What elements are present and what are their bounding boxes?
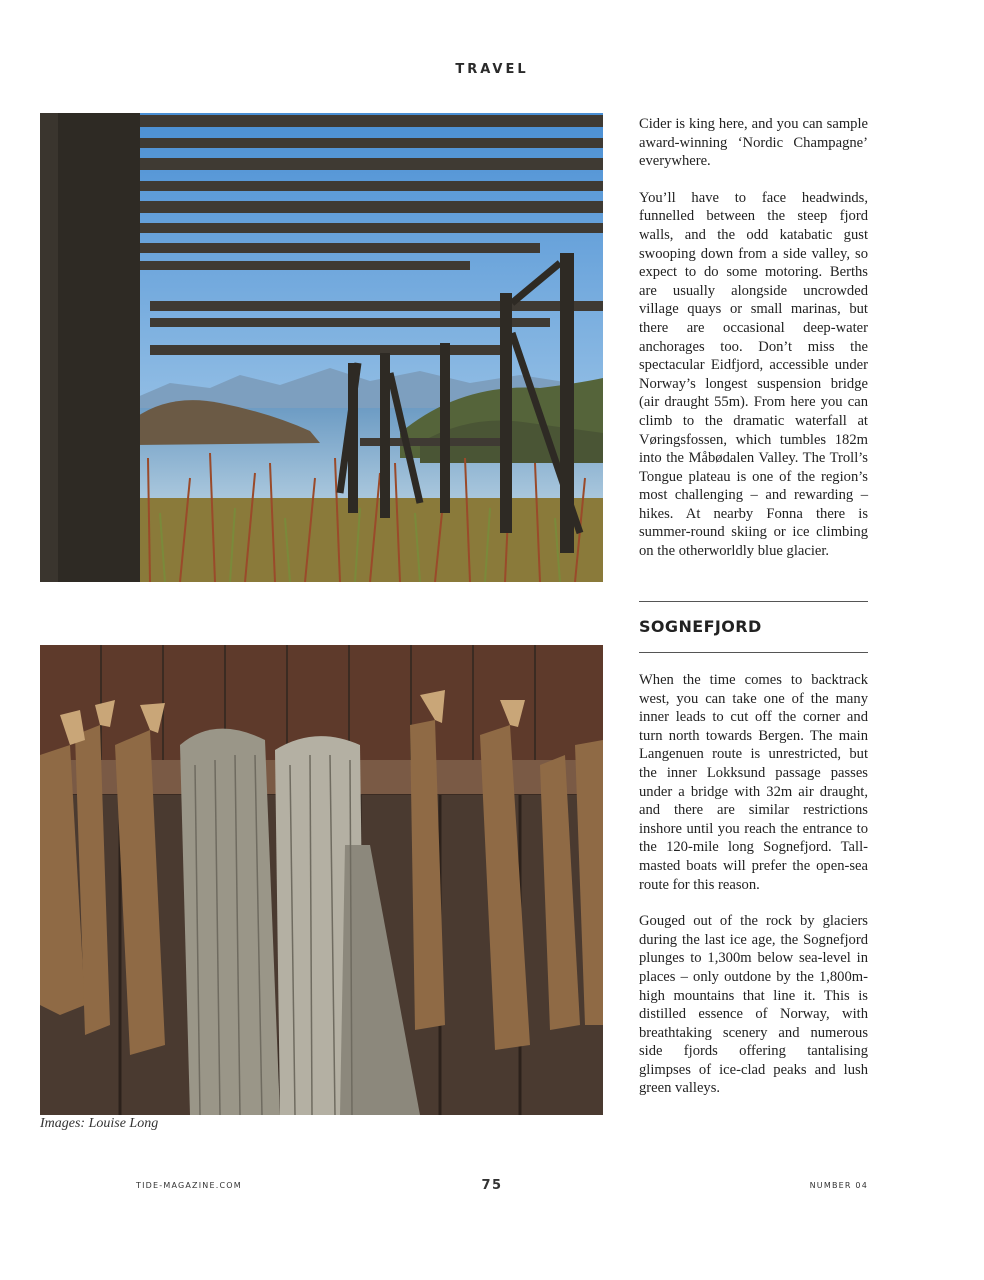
paragraph: You’ll have to face headwinds, funnelled between the steep fjord walls, and the odd katabatic gust swooping down from a side valley, so expect to do some motoring. Berths are usually alongside uncrowded village quays or small marinas, but there are occasional deep-water anchorages too. Don’t miss the spectacular Eidfjord, accessible under Norway’s longest suspension bridge (air draught 55m). From here you can climb to the dramatic waterfall at Vøringsfossen, which tumbles 182m into the Måbødalen Valley. The Troll’s Tongue plateau is one of the region’s most challenging – and rewarding – hikes. At nearby Fonna there is summer-round skiing or ice climbing on the otherworldly blue glacier. [639,189,868,560]
footer-issue-number: NUMBER 04 [809,1181,868,1190]
heading-rule-top [639,601,868,602]
body-column-one [639,115,868,579]
paragraph: When the time comes to backtrack west, you can take one of the many inner leads to cut off the corner and turn north towards Bergen. The main Langenuen route is unrestricted, but the inner Lokksund passage passes under a bridge with 32m air draught, and there are similar restrictions inshore until you reach the entrance to the 120-mile long Sognefjord. Tall-masted boats will prefer the open-sea route for this reason. [639,672,868,893]
heading-rule-bottom [639,652,868,653]
image-credit: Images: Louise Long [40,1116,159,1131]
paragraph: Cider is king here, and you can sample award-winning ‘Nordic Champagne’ everywhere. [639,116,868,170]
body-column-two [639,671,868,1116]
photo-stockfish-nets [40,645,603,1115]
photo-drying-racks [40,113,603,582]
page-number: 75 [481,1178,503,1193]
drying-racks-illustration [40,113,603,582]
footer-website[interactable]: TIDE-MAGAZINE.COM [136,1181,242,1190]
section-label: TRAVEL [455,62,529,77]
paragraph: Gouged out of the rock by glaciers during the last ice age, the Sognefjord plunges to 1,300m below sea-level in places – only outdone by the 1,800m-high mountains that line it. This is distilled essence of Norway, with breathtaking scenery and numerous side fjords offering tantalising glimpses of ice-clad peaks and lush green valleys. [639,913,868,1097]
stockfish-nets-illustration [40,645,603,1115]
section-heading: SOGNEFJORD [639,617,762,636]
